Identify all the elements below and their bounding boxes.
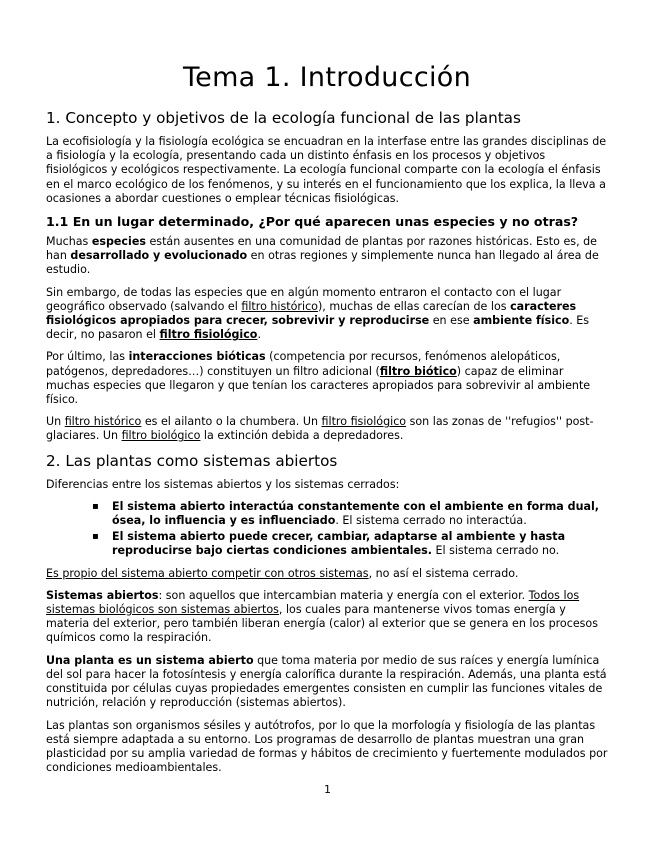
- underlined-text: filtro histórico: [64, 415, 142, 429]
- text: . El sistema cerrado no interactúa.: [335, 514, 527, 528]
- bold-text: caracteres fisiológicos apropiados para crecer, sobrevivir y reproducirse: [46, 299, 577, 328]
- paragraph-open-systems: [46, 589, 608, 646]
- bold-text: Sistemas abiertos: [46, 588, 159, 602]
- text: es el ailanto o la chumbera. Un: [141, 415, 322, 429]
- bold-text: interacciones bióticas: [128, 350, 266, 364]
- underlined-text: Todos los sistemas biológicos son sistemas abiertos: [46, 588, 580, 617]
- bold-underlined-text: filtro biótico: [379, 364, 457, 378]
- paragraph-species-absent: [46, 235, 608, 278]
- text: (competencia por recursos, fenómenos alelopáticos, patógenos, depredadores…) constituyen un filtro adicional (: [46, 350, 561, 378]
- bold-text: El sistema abierto puede crecer, cambiar, adaptarse al ambiente y hasta reproducirse bajo ciertas condiciones ambientales.: [112, 530, 566, 558]
- text: que toma materia por medio de sus raíces y energía lumínica del sol para hacer la fotosíntesis y energía calorífica durante la respiración. Además, una planta está constituida por células cuyas propiedades emergentes consisten en cumplir las funciones vitales de nutrición, relación y reproducción (sistemas abiertos).: [46, 653, 607, 710]
- text: están ausentes en una comunidad de plantas por razones históricas. Esto es, de han: [46, 235, 597, 263]
- text: , los cuales para mantenerse vivos tomas energía y materia del exterior, pero también liberan energía (calor) al exterior que se genera en los procesos químicos como la respiración.: [46, 603, 598, 645]
- text: son las zonas de ''refugios'' post-glaciares. Un: [46, 415, 594, 443]
- underlined-text: Es propio del sistema abierto competir con otros sistemas: [46, 566, 369, 580]
- document-page: [46, 54, 608, 783]
- underlined-text: filtro biológico: [121, 429, 201, 443]
- text: ), muchas de ellas carecían de los: [317, 299, 511, 313]
- list-item: [112, 500, 608, 528]
- bold-text: ambiente físico: [473, 314, 570, 328]
- text: Sin embargo, de todas las especies que en algún momento entraron el contacto con el lugar geográfico observado (salvando el: [46, 285, 562, 313]
- section-2-heading: 2. Las plantas como sistemas abiertos: [46, 451, 338, 470]
- text: Muchas: [46, 235, 92, 249]
- text: en otras regiones y simplemente nunca han llegado al área de estudio.: [46, 249, 599, 277]
- subsection-1-1-heading: 1.1 En un lugar determinado, ¿Por qué aparecen unas especies y no otras?: [46, 214, 579, 230]
- text: Por último, las: [46, 350, 129, 364]
- section-2-lead: Diferencias entre los sistemas abiertos y los sistemas cerrados:: [46, 477, 400, 491]
- text: . Es decir, no pasaron el: [46, 314, 590, 342]
- paragraph-filter-examples: [46, 415, 608, 443]
- text: la extinción debida a depredadores.: [200, 429, 404, 443]
- list-item: [112, 530, 608, 558]
- page-number: 1: [324, 783, 331, 796]
- text: : son aquellos que intercambian materia y energía con el exterior.: [158, 588, 529, 602]
- section-1-heading: 1. Concepto y objetivos de la ecología funcional de las plantas: [46, 109, 521, 127]
- bold-text: El sistema abierto interactúa constantemente con el ambiente en forma dual, ósea, lo influencia y es influenciado: [112, 499, 599, 528]
- bold-text: Una planta es un sistema abierto: [46, 653, 254, 667]
- text: .: [257, 328, 261, 342]
- underlined-text: filtro histórico: [241, 299, 318, 313]
- text: ) capaz de eliminar muchas especies que llegaron y que tenían los caracteres apropiados para sobrevivir al ambiente físico.: [46, 364, 591, 407]
- text: , no así el sistema cerrado.: [368, 566, 519, 580]
- page-title: Tema 1. Introducción: [182, 62, 472, 93]
- paragraph-sessile-autotrophs: Las plantas son organismos sésiles y autótrofos, por lo que la morfología y fisiología de las plantas está siempre adaptada a su entorno. Los programas de desarrollo de plantas muestran una gran plasticidad por su amplia variedad de formas y hábitos de crecimiento y fuertemente modulados por condiciones medioambientales.: [46, 718, 608, 775]
- section-1-intro: La ecofisiología y la fisiología ecológica se encuadran en la interfase entre las grandes disciplinas de a fisiología y la ecología, presentando cada un distinto énfasis en los procesos y objetivos fisiológicos y ecológicos respectivamente. La ecología funcional comparte con la ecología el énfasis en el marco ecológico de los fenómenos, y su interés en el funcionamiento que los explica, la lleva a ocasiones a abordar cuestiones o emplear técnicas fisiológicas.: [46, 135, 607, 205]
- bold-text: desarrollado y evolucionado: [70, 249, 248, 263]
- paragraph-competition: [46, 567, 608, 581]
- paragraph-plant-open-system: [46, 654, 608, 711]
- paragraph-biotic-filter: [46, 350, 608, 407]
- text: El sistema cerrado no.: [431, 544, 560, 558]
- bold-text: especies: [91, 235, 146, 249]
- differences-list: [46, 500, 608, 559]
- text: Un: [46, 415, 65, 429]
- bold-underlined-text: filtro fisiológico: [159, 328, 258, 342]
- underlined-text: filtro fisiológico: [321, 415, 407, 429]
- paragraph-physiological-filter: [46, 286, 608, 343]
- text: en ese: [429, 314, 474, 328]
